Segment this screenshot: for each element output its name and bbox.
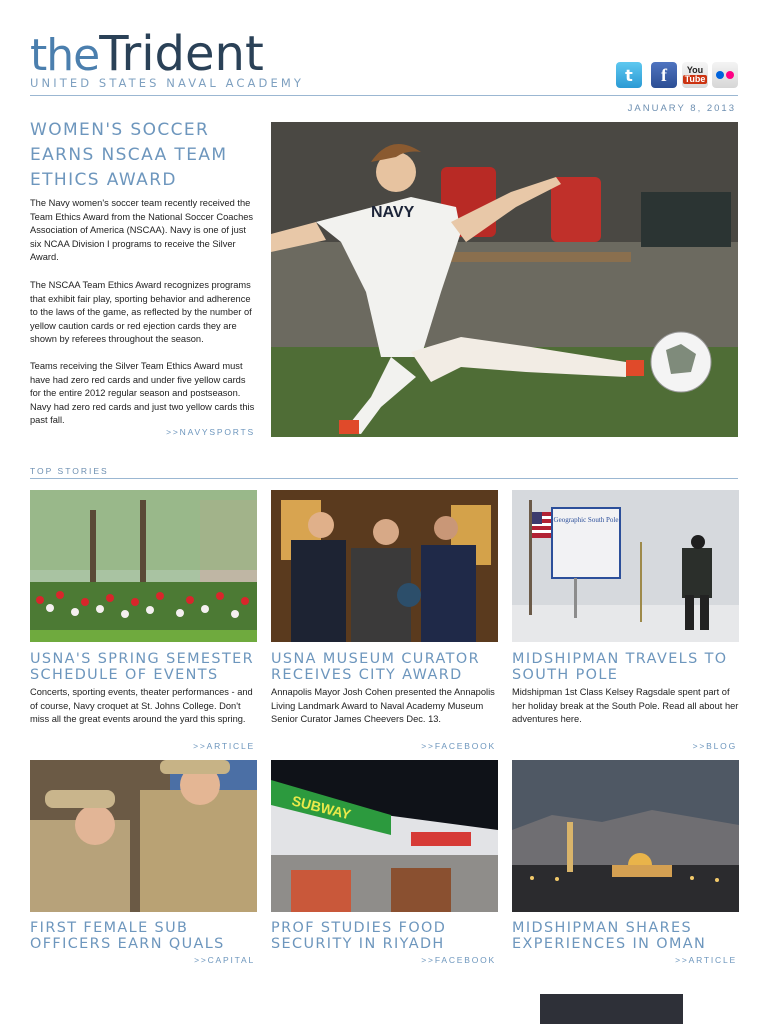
navysports-link[interactable]: >>NAVYSPORTS — [166, 427, 255, 437]
flickr-icon[interactable] — [712, 62, 738, 88]
logo-trident: Trident — [99, 26, 264, 82]
south-pole-sign-text: Geographic South Pole — [553, 516, 619, 524]
card-photo-riyadh[interactable] — [271, 760, 498, 912]
card-title-spring-semester[interactable]: USNA'S SPRING SEMESTER SCHEDULE OF EVENTS — [30, 651, 255, 683]
feature-photo-jersey-text: NAVY — [371, 204, 415, 221]
twitter-glyph: t — [625, 65, 633, 85]
facebook-glyph: f — [661, 64, 667, 85]
flickr-pink-dot — [726, 71, 734, 79]
subway-sign-text: SUBWAY — [290, 792, 353, 823]
card-title-south-pole[interactable]: MIDSHIPMAN TRAVELS TO SOUTH POLE — [512, 651, 728, 683]
card-photo-oman[interactable] — [512, 760, 739, 912]
top-stories-label: TOP STORIES — [30, 466, 109, 476]
flickr-blue-dot — [716, 71, 724, 79]
card-title-museum-curator[interactable]: USNA MUSEUM CURATOR RECEIVES CITY AWARD — [271, 651, 480, 683]
feature-paragraph-1: The Navy women's soccer team recently received the Team Ethics Award from the National Soccer Coaches Association of America (NSCAA). Navy is one of just six NCAA Division I programs to receive the Silver Award. — [30, 198, 254, 263]
capital-link-sub-officers[interactable]: >>CAPITAL — [194, 955, 255, 965]
youtube-glyph-bottom: Tube — [684, 74, 706, 84]
card-photo-museum-curator[interactable] — [271, 490, 498, 642]
facebook-link-riyadh[interactable]: >>FACEBOOK — [421, 955, 496, 965]
feature-paragraph-2: The NSCAA Team Ethics Award recognizes programs that exhibit fair play, sporting behavior and adherence to the laws of the game, as reflected by the number of yellow caution cards or red ejection cards they are shown by referees throughout the season. — [30, 280, 252, 345]
trident-logo[interactable] — [30, 26, 264, 82]
card-title-riyadh[interactable]: PROF STUDIES FOOD SECURITY IN RIYADH — [271, 920, 447, 952]
facebook-icon[interactable] — [651, 62, 677, 88]
twitter-icon[interactable] — [616, 62, 642, 88]
soccer-player-illustration — [271, 122, 738, 437]
blog-link-south-pole[interactable]: >>BLOG — [692, 741, 737, 751]
masthead-rule — [30, 95, 738, 96]
feature-photo-soccer[interactable] — [271, 122, 738, 437]
card-photo-tulips[interactable] — [30, 490, 257, 642]
card-desc-south-pole: Midshipman 1st Class Kelsey Ragsdale spent part of her holiday break at the South Pole. Read all about her adventures here. — [512, 687, 739, 725]
card-desc-spring-semester: Concerts, sporting events, theater performances - and of course, Navy croquet at St. Johns College. Don't miss all the great events around the yard this spring. — [30, 687, 253, 725]
article-link-spring-semester[interactable]: >>ARTICLE — [193, 741, 255, 751]
youtube-icon[interactable] — [682, 62, 708, 88]
card-photo-sub-officers[interactable] — [30, 760, 257, 912]
card-title-oman[interactable]: MIDSHIPMAN SHARES EXPERIENCES IN OMAN — [512, 920, 707, 952]
top-stories-rule — [30, 478, 738, 479]
article-link-oman[interactable]: >>ARTICLE — [675, 955, 737, 965]
feature-paragraph-3: Teams receiving the Silver Team Ethics Award must have had zero red cards and under five yellow cards for the entire 2012 regular season and postseason. Navy had zero red cards and just two yellow cards this past fall. — [30, 361, 255, 426]
youtube-glyph-top: You — [686, 65, 704, 75]
card-title-sub-officers[interactable]: FIRST FEMALE SUB OFFICERS EARN QUALS — [30, 920, 225, 952]
issue-date: JANUARY 8, 2013 — [627, 103, 736, 114]
footer-dark-block — [540, 994, 683, 1024]
facebook-link-museum-curator[interactable]: >>FACEBOOK — [421, 741, 496, 751]
card-desc-museum-curator: Annapolis Mayor Josh Cohen presented the Annapolis Living Landmark Award to Naval Academy Museum Senior Curator James Cheevers Dec. 13. — [271, 687, 495, 725]
card-photo-south-pole[interactable] — [512, 490, 739, 642]
tagline: UNITED STATES NAVAL ACADEMY — [30, 76, 304, 90]
logo-the: the — [30, 30, 100, 81]
feature-title[interactable]: WOMEN'S SOCCER EARNS NSCAA TEAM ETHICS AWARD — [30, 120, 228, 190]
